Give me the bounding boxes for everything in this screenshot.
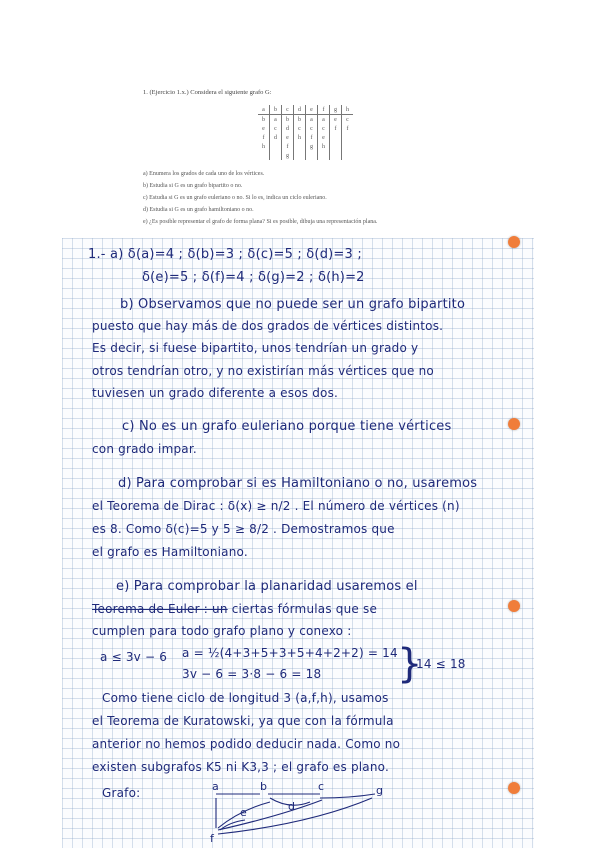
edge-c-g [320,794,375,798]
table-cell [342,151,354,160]
table-cell: d [270,133,282,142]
table-cell: b [258,115,270,125]
table-cell: f [306,133,318,142]
binder-hole [508,236,520,248]
table-cell [342,133,354,142]
table-header-cell: d [294,105,306,115]
table-cell: h [258,142,270,151]
question-e: e) ¿Es posible representar el grafo de forma plana? Si es posible, dibuja una representación plana. [143,219,378,225]
binder-hole [508,418,520,430]
table-header-cell: g [330,105,342,115]
question-c: c) Estudia si G es un grafo euleriano o no. Si lo es, indica un ciclo euleriano. [143,195,327,201]
table-cell: g [306,142,318,151]
answer-e-line6: anterior no hemos podido deducir nada. Como no [92,737,401,751]
table-row [258,151,353,160]
table-cell: d [282,124,294,133]
table-cell: f [258,133,270,142]
table-header-cell: h [342,105,354,115]
answer-d-line2: el Teorema de Dirac : δ(x) ≥ n/2 . El número de vértices (n) [92,499,460,513]
answer-e-line4: Como tiene ciclo de longitud 3 (a,f,h), usamos [102,691,389,705]
question-b: b) Estudia si G es un grafo bipartito o no. [143,183,243,189]
graph-vertex-label: c [318,780,325,793]
graph-vertex-label: b [260,780,267,793]
table-cell: e [258,124,270,133]
struck-text: Teorema de Euler : un [92,602,228,616]
brace: } [397,641,423,687]
printed-exercise [0,0,600,238]
exercise-heading: 1. (Ejercicio 1.x.) Considera el siguiente grafo G: [143,89,272,96]
table-cell: e [330,115,342,125]
graph-vertex-label: f [210,832,214,845]
table-cell: b [282,115,294,125]
table-row [258,115,353,125]
table-cell: a [318,115,330,125]
graph-label: Grafo: [102,786,141,800]
table-header-cell: c [282,105,294,115]
answer-e-line7: existen subgrafos K5 ni K3,3 ; el grafo es plano. [92,760,389,774]
answer-b-line3: Es decir, si fuese bipartito, unos tendrían un grado y [92,341,419,355]
edge-count-formula: a = ½(4+3+5+3+5+4+2+2) = 14 [182,646,398,660]
table-header-cell: b [270,105,282,115]
table-cell: c [346,116,349,123]
answer-b-line2: puesto que hay más de dos grados de vértices distintos. [92,319,444,333]
binder-hole [508,600,520,612]
table-cell: a [270,115,282,125]
euler-inequality: a ≤ 3v − 6 [100,650,168,664]
table-cell: c [318,124,330,133]
answer-a-line1: 1.- a) δ(a)=4 ; δ(b)=3 ; δ(c)=5 ; δ(d)=3 ; [88,247,362,262]
table-row [258,124,353,133]
table-cell [318,151,330,160]
binder-hole [508,782,520,794]
table-header-cell: e [306,105,318,115]
table-cell [270,151,282,160]
answer-e-line1: e) Para comprobar la planaridad usaremos el [116,579,418,594]
table-cell: f [346,125,349,132]
answer-d-line4: el grafo es Hamiltoniano. [92,545,248,559]
answer-d-line3: es 8. Como δ(c)=5 y 5 ≥ 8/2 . Demostramos que [92,522,395,536]
table-row [258,142,353,151]
vertex-bound-formula: 3v − 6 = 3·8 − 6 = 18 [182,667,322,681]
table-row [258,133,353,142]
answer-e-line2 [92,602,377,616]
table-cell: b [294,115,306,125]
graph-vertex-label: g [376,784,383,797]
answer-c-line1: c) No es un grafo euleriano porque tiene vértices [122,419,452,434]
answer-e-line5: el Teorema de Kuratowski, ya que con la fórmula [92,714,394,728]
table-cell [330,133,342,142]
table-cell: f [282,142,294,151]
answer-a-line2: δ(e)=5 ; δ(f)=4 ; δ(g)=2 ; δ(h)=2 [142,270,365,285]
table-cell: h [294,133,306,142]
table-cell [270,142,282,151]
table-cell: f [330,124,342,133]
answer-e-line3: cumplen para todo grafo plano y conexo : [92,624,352,638]
table-cell: e [282,133,294,142]
graph-vertex-label: d [288,800,295,813]
table-header-cell: a [258,105,270,115]
table-cell: a [306,115,318,125]
table-cell: e [318,133,330,142]
table-cell [306,151,318,160]
table-cell [258,151,270,160]
answer-e-line2-rest: ciertas fórmulas que se [231,602,378,616]
table-cell [330,151,342,160]
planar-graph-sketch [200,780,390,846]
edge-f-c [218,800,322,830]
answer-c-line2: con grado impar. [92,442,197,456]
graph-vertex-label: a [212,780,219,793]
table-header-cell: f [318,105,330,115]
table-cell: c [294,124,306,133]
table-cell: c [270,124,282,133]
table-cell [330,142,342,151]
question-a: a) Enumera los grados de cada uno de los vértices. [143,171,265,177]
table-cell: c [306,124,318,133]
table-cell: h [318,142,330,151]
answer-d-line1: d) Para comprobar si es Hamiltoniano o no, usaremos [118,476,478,491]
comparison-result: 14 ≤ 18 [416,657,466,671]
table-cell [294,151,306,160]
answer-b-line1: b) Observamos que no puede ser un grafo bipartito [120,297,466,312]
table-cell [342,142,354,151]
graph-vertex-label: e [240,806,247,819]
answer-b-line4: otros tendrían otro, y no existirían más vértices que no [92,364,434,378]
answer-b-line5: tuviesen un grado diferente a esos dos. [92,386,339,400]
table-cell [294,142,306,151]
question-d: d) Estudia si G es un grafo hamiltoniano o no. [143,207,254,213]
adjacency-table [258,105,353,160]
table-cell: g [282,151,294,160]
